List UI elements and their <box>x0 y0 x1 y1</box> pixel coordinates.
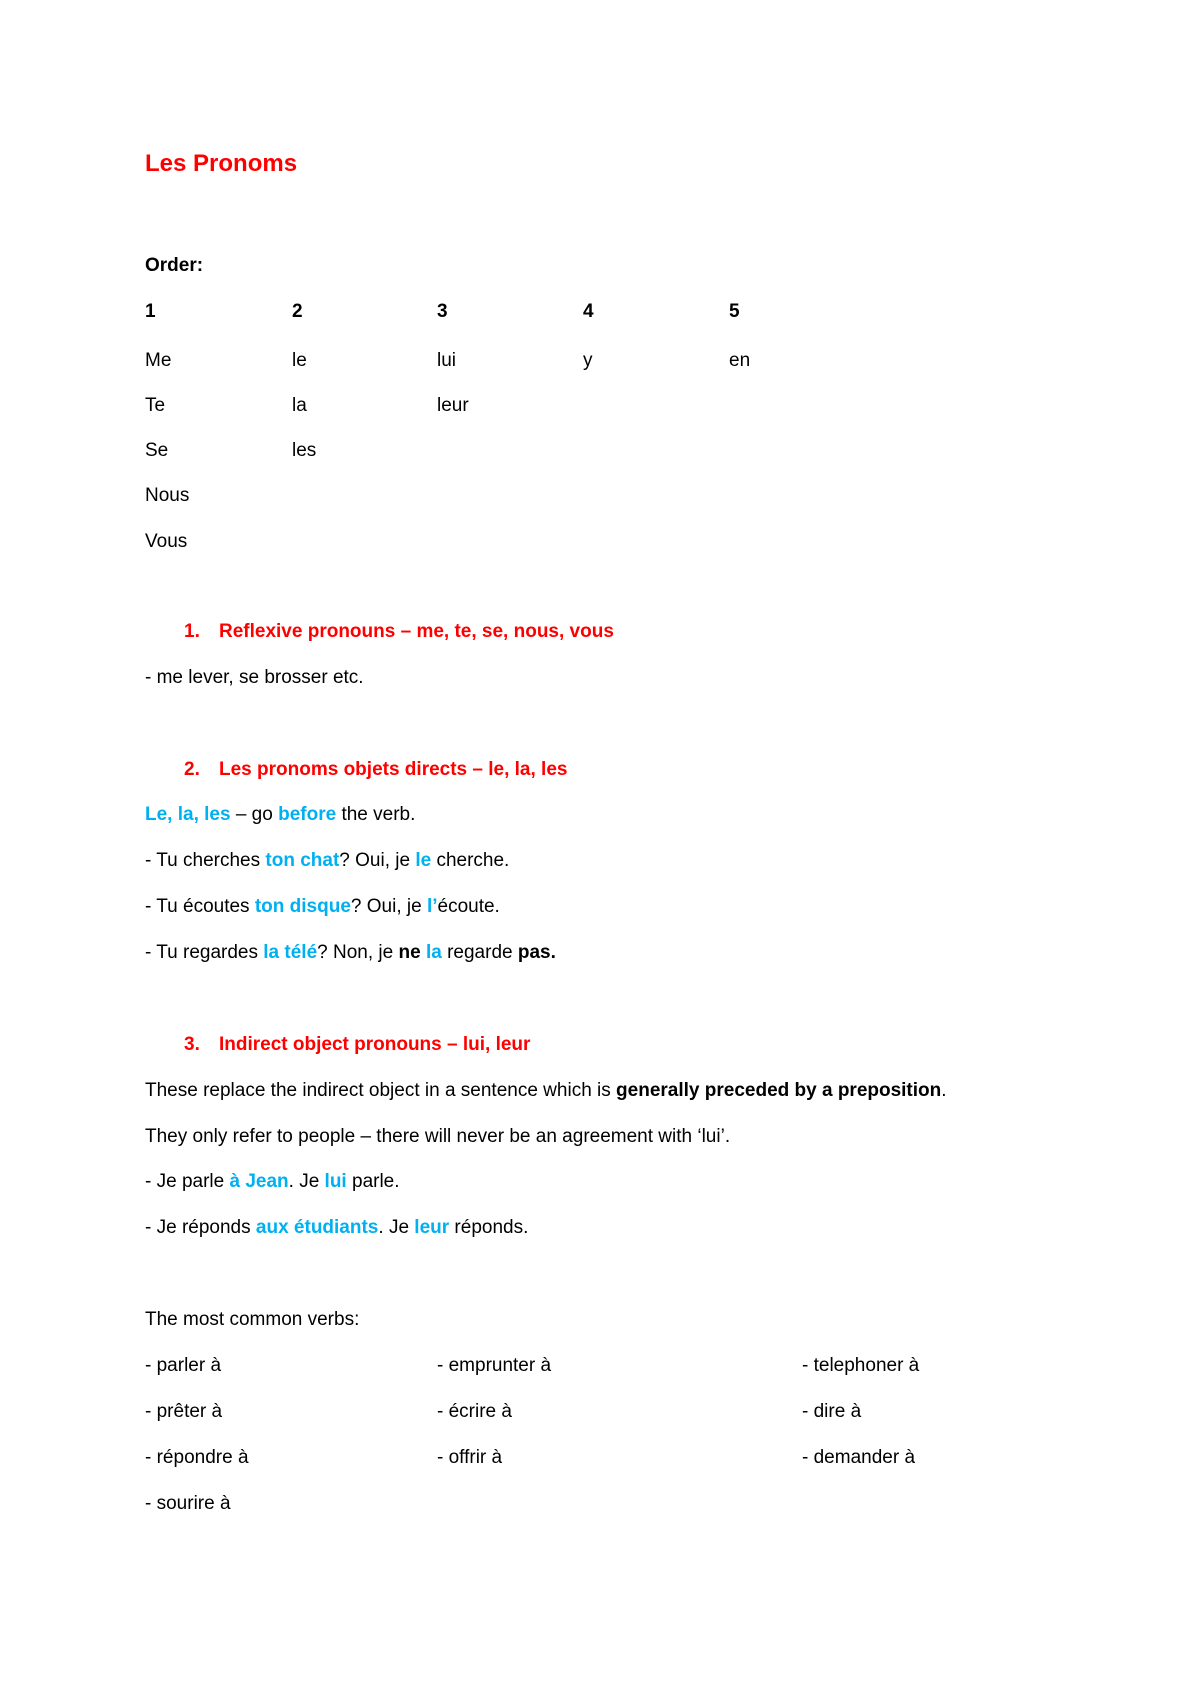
section-1-number: 1. <box>184 621 200 642</box>
text: the verb. <box>336 804 416 825</box>
section-3-heading: Indirect object pronouns – lui, leur <box>219 1034 531 1055</box>
order-cell: en <box>729 350 751 371</box>
section-3-example-2 <box>145 1218 528 1237</box>
highlight: le <box>415 850 432 871</box>
order-header-3: 3 <box>437 301 448 322</box>
highlight: Le, la, les <box>145 804 231 825</box>
text: - Tu écoutes <box>145 896 255 917</box>
text: cherche. <box>431 850 510 871</box>
order-header-1: 1 <box>145 301 156 322</box>
section-3-paragraph-2: They only refer to people – there will never be an agreement with ‘lui’. <box>145 1126 731 1147</box>
text: ? Non, je <box>317 942 399 963</box>
text: parle. <box>346 1171 400 1192</box>
text: réponds. <box>449 1217 529 1238</box>
order-header-4: 4 <box>583 301 594 322</box>
section-1-example: - me lever, se brosser etc. <box>145 667 364 688</box>
section-2-intro <box>145 805 415 824</box>
text: - Je parle <box>145 1171 230 1192</box>
highlight: la télé <box>263 942 318 963</box>
text: ? Oui, je <box>350 896 427 917</box>
order-cell: la <box>292 395 307 416</box>
section-2-example-1 <box>145 851 509 870</box>
section-1-heading: Reflexive pronouns – me, te, se, nous, vous <box>219 621 614 642</box>
text: - Tu regardes <box>145 942 264 963</box>
order-cell: Nous <box>145 485 190 506</box>
section-2-heading: Les pronoms objets directs – le, la, les <box>219 759 568 780</box>
bold-text: . <box>550 942 556 963</box>
order-cell: Se <box>145 440 169 461</box>
order-cell: le <box>292 350 307 371</box>
order-cell: leur <box>437 395 469 416</box>
highlight: à Jean <box>229 1171 289 1192</box>
order-cell: les <box>292 440 317 461</box>
verb-item: - parler à <box>145 1355 222 1376</box>
highlight: leur <box>414 1217 450 1238</box>
highlight: la <box>425 942 442 963</box>
bold-text: pas <box>517 942 551 963</box>
order-header-2: 2 <box>292 301 303 322</box>
verb-item: - telephoner à <box>802 1355 920 1376</box>
verb-item: - demander à <box>802 1447 916 1468</box>
highlight: lui <box>324 1171 347 1192</box>
verb-item: - dire à <box>802 1401 862 1422</box>
text: - Je réponds <box>145 1217 256 1238</box>
bold-text: generally preceded by a preposition <box>616 1080 942 1101</box>
bold-text: ne <box>398 942 421 963</box>
highlight: l’ <box>426 896 438 917</box>
verb-item: - sourire à <box>145 1493 231 1514</box>
verb-item: - répondre à <box>145 1447 249 1468</box>
order-cell: y <box>583 350 593 371</box>
section-3-paragraph-1 <box>145 1081 947 1100</box>
text: . <box>941 1080 947 1101</box>
verbs-label: The most common verbs: <box>145 1309 360 1330</box>
text: – go <box>230 804 279 825</box>
text: . Je <box>378 1217 415 1238</box>
highlight: aux étudiants <box>255 1217 379 1238</box>
section-2-number: 2. <box>184 759 200 780</box>
order-header-5: 5 <box>729 301 740 322</box>
text: - Tu cherches <box>145 850 266 871</box>
verb-item: - prêter à <box>145 1401 223 1422</box>
text: écoute. <box>437 896 500 917</box>
page-title: Les Pronoms <box>145 150 298 177</box>
text: . Je <box>288 1171 325 1192</box>
highlight: ton chat <box>265 850 340 871</box>
section-2-example-3 <box>145 943 556 962</box>
section-3-number: 3. <box>184 1034 200 1055</box>
verb-item: - écrire à <box>437 1401 512 1422</box>
section-2-example-2 <box>145 897 500 916</box>
order-cell: Me <box>145 350 172 371</box>
highlight: before <box>278 804 337 825</box>
verb-item: - emprunter à <box>437 1355 552 1376</box>
order-cell: Te <box>145 395 166 416</box>
text: regarde <box>441 942 518 963</box>
text: These replace the indirect object in a sentence which is <box>145 1080 617 1101</box>
order-cell: lui <box>437 350 457 371</box>
highlight: ton disque <box>254 896 351 917</box>
order-cell: Vous <box>145 531 188 552</box>
section-3-example-1 <box>145 1172 400 1191</box>
text: ? Oui, je <box>339 850 416 871</box>
verb-item: - offrir à <box>437 1447 503 1468</box>
order-label: Order: <box>145 255 204 276</box>
